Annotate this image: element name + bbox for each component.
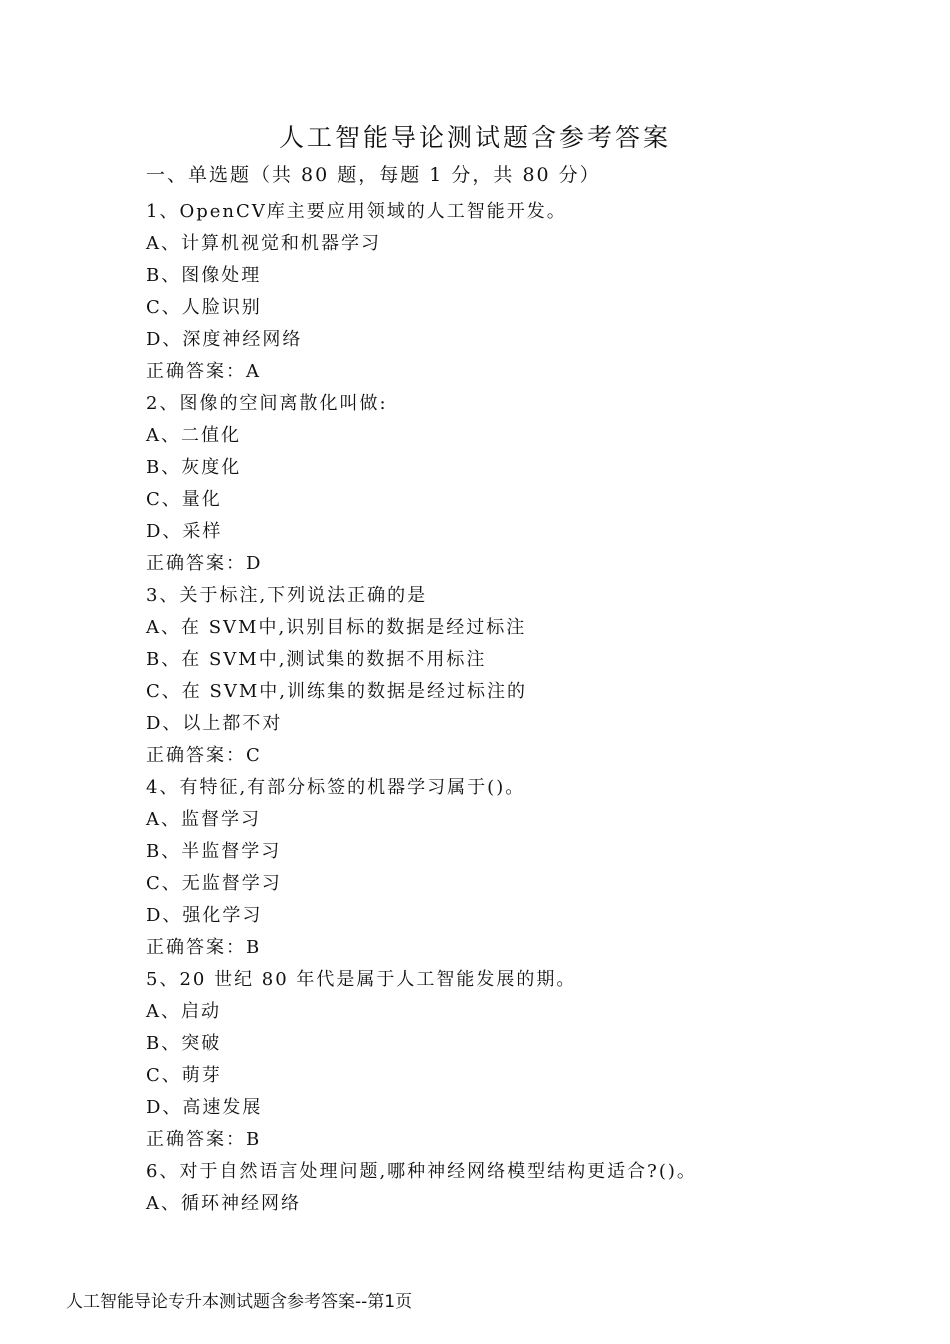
answer-option: C、量化 xyxy=(146,489,222,510)
question-stem: 4、有特征,有部分标签的机器学习属于()。 xyxy=(146,777,526,798)
question-stem: 3、关于标注,下列说法正确的是 xyxy=(146,585,428,606)
question-stem: 6、对于自然语言处理问题,哪种神经网络模型结构更适合?()。 xyxy=(146,1161,697,1182)
question-list xyxy=(146,196,846,1220)
answer-option: D、高速发展 xyxy=(146,1097,263,1118)
correct-answer: 正确答案：B xyxy=(146,1129,262,1150)
question-stem: 5、20 世纪 80 年代是属于人工智能发展的期。 xyxy=(146,969,577,990)
answer-option: D、深度神经网络 xyxy=(146,329,303,350)
answer-option: A、启动 xyxy=(146,1001,221,1022)
page-title: 人工智能导论测试题含参考答案 xyxy=(278,123,671,152)
section-heading: 一、单选题（共 80 题，每题 1 分，共 80 分） xyxy=(146,164,601,186)
question-block xyxy=(146,964,846,1156)
answer-option: B、在 SVM中,测试集的数据不用标注 xyxy=(146,649,487,670)
answer-option: A、计算机视觉和机器学习 xyxy=(146,233,381,254)
question-stem: 2、图像的空间离散化叫做: xyxy=(146,393,388,414)
question-stem: 1、OpenCV库主要应用领域的人工智能开发。 xyxy=(146,201,567,222)
correct-answer: 正确答案：D xyxy=(146,553,263,574)
answer-option: B、灰度化 xyxy=(146,457,242,478)
answer-option: D、以上都不对 xyxy=(146,713,283,734)
question-block xyxy=(146,196,846,388)
answer-option: A、循环神经网络 xyxy=(146,1193,301,1214)
correct-answer: 正确答案：A xyxy=(146,361,261,382)
answer-option: D、强化学习 xyxy=(146,905,263,926)
correct-answer: 正确答案：C xyxy=(146,745,262,766)
answer-option: A、监督学习 xyxy=(146,809,261,830)
answer-option: B、突破 xyxy=(146,1033,222,1054)
answer-option: C、人脸识别 xyxy=(146,297,262,318)
answer-option: B、半监督学习 xyxy=(146,841,282,862)
question-block xyxy=(146,772,846,964)
question-block xyxy=(146,1156,846,1220)
answer-option: D、采样 xyxy=(146,521,223,542)
question-block xyxy=(146,388,846,580)
answer-option: A、二值化 xyxy=(146,425,241,446)
answer-option: B、图像处理 xyxy=(146,265,262,286)
answer-option: C、无监督学习 xyxy=(146,873,282,894)
answer-option: C、萌芽 xyxy=(146,1065,222,1086)
answer-option: A、在 SVM中,识别目标的数据是经过标注 xyxy=(146,617,527,638)
page-footer: 人工智能导论专升本测试题含参考答案--第1页 xyxy=(66,1292,413,1312)
correct-answer: 正确答案：B xyxy=(146,937,262,958)
answer-option: C、在 SVM中,训练集的数据是经过标注的 xyxy=(146,681,527,702)
question-block xyxy=(146,580,846,772)
